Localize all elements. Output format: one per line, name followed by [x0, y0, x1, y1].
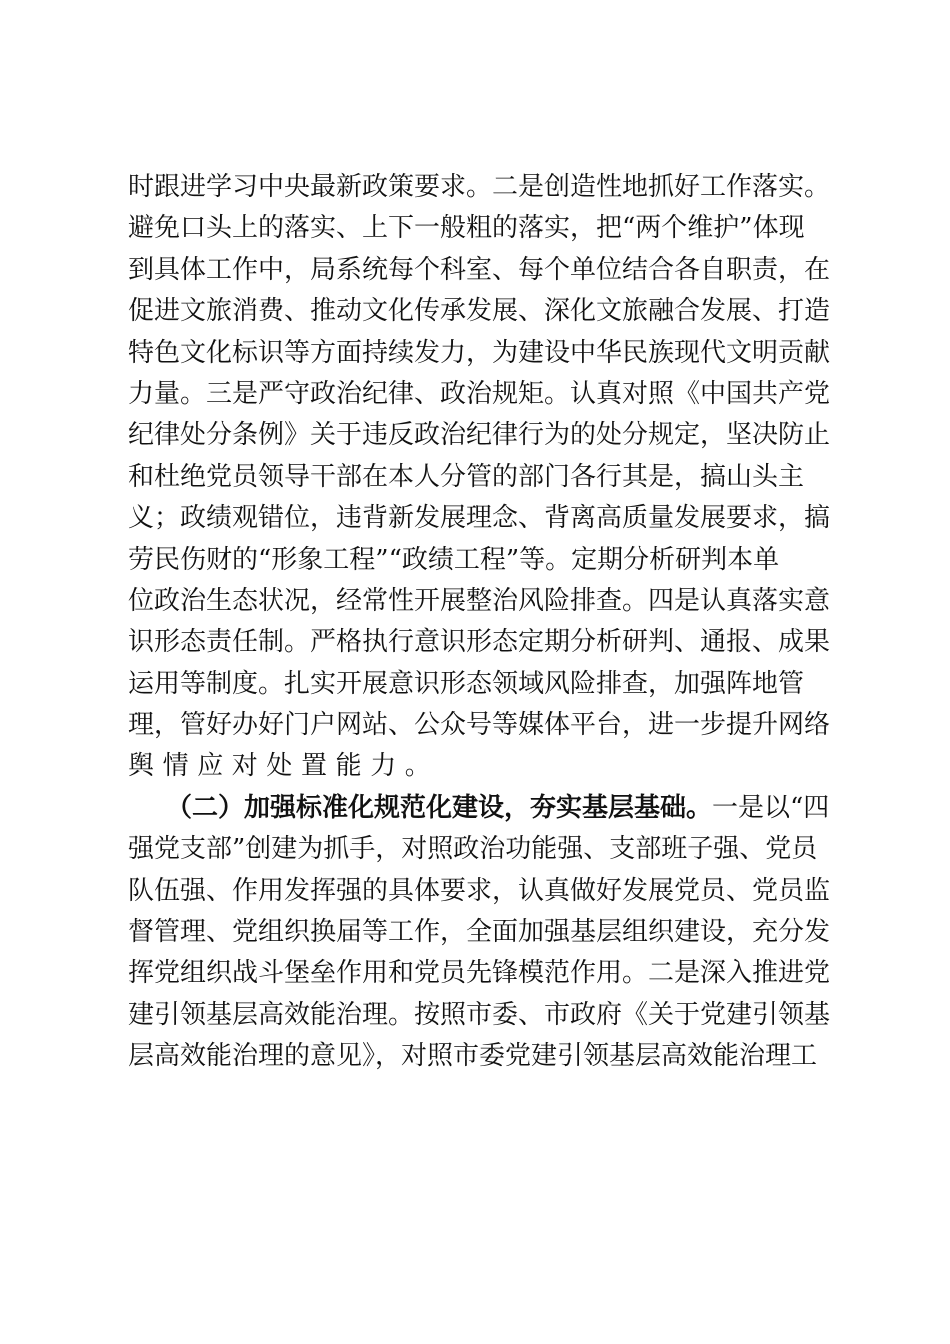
text-line: 义；政绩观错位，违背新发展理念、背离高质量发展要求，搞: [128, 503, 831, 534]
text-line: 促进文旅消费、推动文化传承发展、深化文旅融合发展、打造: [128, 296, 831, 327]
paragraph-section-2: [128, 788, 831, 1078]
section-heading-line: [128, 788, 831, 829]
text-line-paragraph-end: 舆情应对处置能力。: [128, 751, 440, 782]
text-line: 层高效能治理的意见》，对照市委党建引领基层高效能治理工: [128, 1041, 818, 1072]
text-line: 力量。三是严守政治纪律、政治规矩。认真对照《中国共产党: [128, 378, 831, 409]
document-body: [128, 167, 831, 1078]
text-line: 督管理、党组织换届等工作，全面加强基层组织建设，充分发: [128, 917, 831, 948]
paragraph-political-discipline: [128, 167, 831, 788]
text-line: 纪律处分条例》关于违反政治纪律行为的处分规定，坚决防止: [128, 420, 831, 451]
text-line: 特色文化标识等方面持续发力，为建设中华民族现代文明贡献: [128, 337, 831, 368]
text-line: 建引领基层高效能治理。按照市委、市政府《关于党建引领基: [128, 999, 831, 1030]
section-heading: （二）加强标准化规范化建设，夯实基层基础。: [166, 792, 713, 823]
text-line: 队伍强、作用发挥强的具体要求，认真做好发展党员、党员监: [128, 875, 831, 906]
text-line: 强党支部”创建为抓手，对照政治功能强、支部班子强、党员: [128, 834, 818, 865]
text-line: 挥党组织战斗堡垒作用和党员先锋模范作用。二是深入推进党: [128, 958, 831, 989]
text-line: 时跟进学习中央最新政策要求。二是创造性地抓好工作落实。: [128, 172, 831, 202]
section-heading-line-rest: 一是以“四: [712, 792, 830, 823]
text-line: 劳民伤财的“形象工程”“政绩工程”等。定期分析研判本单: [128, 544, 780, 575]
text-line: 位政治生态状况，经常性开展整治风险排查。四是认真落实意: [128, 585, 831, 616]
text-line: 理，管好办好门户网站、公众号等媒体平台，进一步提升网络: [128, 710, 831, 741]
text-line: 到具体工作中，局系统每个科室、每个单位结合各自职责，在: [128, 254, 831, 285]
text-line: 识形态责任制。严格执行意识形态定期分析研判、通报、成果: [128, 627, 831, 658]
text-line: 避免口头上的落实、上下一般粗的落实，把“两个维护”体现: [128, 213, 805, 244]
text-line: 运用等制度。扎实开展意识形态领域风险排查，加强阵地管: [128, 668, 805, 699]
text-line: 和杜绝党员领导干部在本人分管的部门各行其是，搞山头主: [128, 461, 805, 492]
